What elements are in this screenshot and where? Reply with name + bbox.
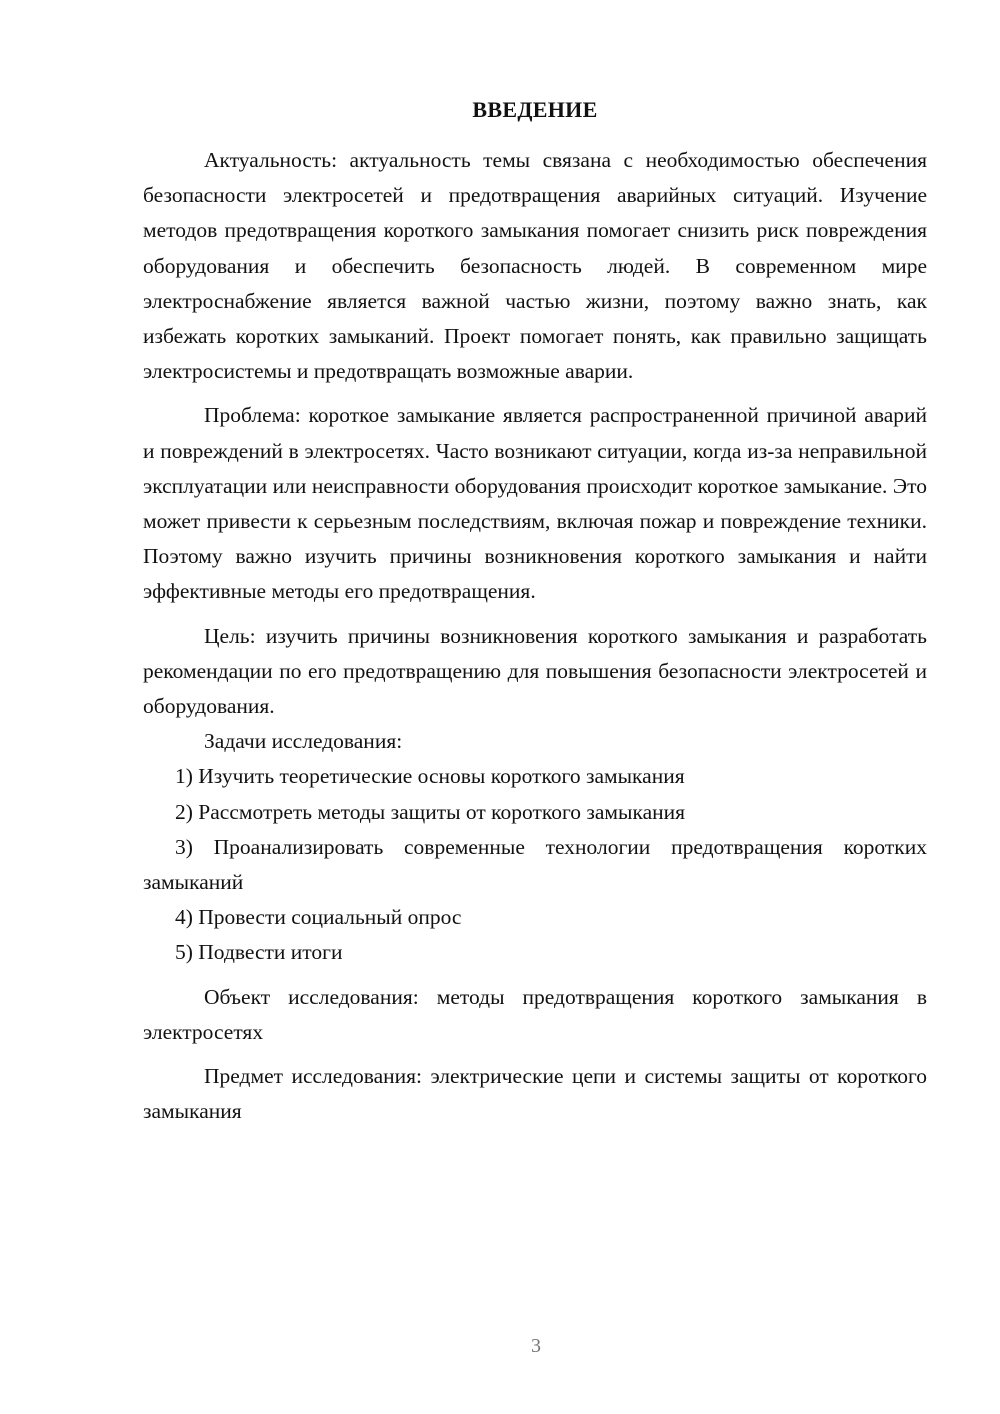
task-item-4: 4) Провести социальный опрос [175, 905, 462, 930]
task-item-3: 3) Проанализировать современные технологии предотвращения коротких замыканий [143, 834, 927, 895]
body-text [143, 143, 927, 1129]
tasks-heading: Задачи исследования: [204, 729, 403, 754]
page-number: 3 [531, 1335, 541, 1357]
task-item-5: 5) Подвести итоги [175, 940, 343, 965]
page-title: ВВЕДЕНИЕ [472, 97, 598, 122]
paragraph-problem: Проблема: короткое замыкание является распространенной причиной аварий и повреждений в электросетях. Часто возникают ситуации, когда из-за неправильной эксплуатации или неисправности оборудования происходит короткое замыкание. Это может привести к серьезным последствиям, включая пожар и повреждение техники. Поэтому важно изучить причины возникновения короткого замыкания и найти эффективные методы его предотвращения. [143, 403, 927, 604]
paragraph-goal: Цель: изучить причины возникновения короткого замыкания и разработать рекомендации по его предотвращению для повышения безопасности электросетей и оборудования. [143, 623, 927, 719]
task-item-2: 2) Рассмотреть методы защиты от короткого замыкания [175, 799, 686, 824]
paragraph-relevance: Актуальность: актуальность темы связана с необходимостью обеспечения безопасности электросетей и предотвращения аварийных ситуаций. Изучение методов предотвращения короткого замыкания помогает снизить риск повреждения оборудования и обеспечить безопасность людей. В современном мире электроснабжение является важной частью жизни, поэтому важно знать, как избежать коротких замыканий. Проект помогает понять, как правильно защищать электросистемы и предотвращать возможные аварии. [143, 148, 927, 384]
paragraph-object: Объект исследования: методы предотвращения короткого замыкания в электросетях [143, 984, 927, 1044]
paragraph-subject: Предмет исследования: электрические цепи и системы защиты от короткого замыкания [143, 1064, 927, 1124]
task-item-1: 1) Изучить теоретические основы короткого замыкания [175, 764, 685, 789]
